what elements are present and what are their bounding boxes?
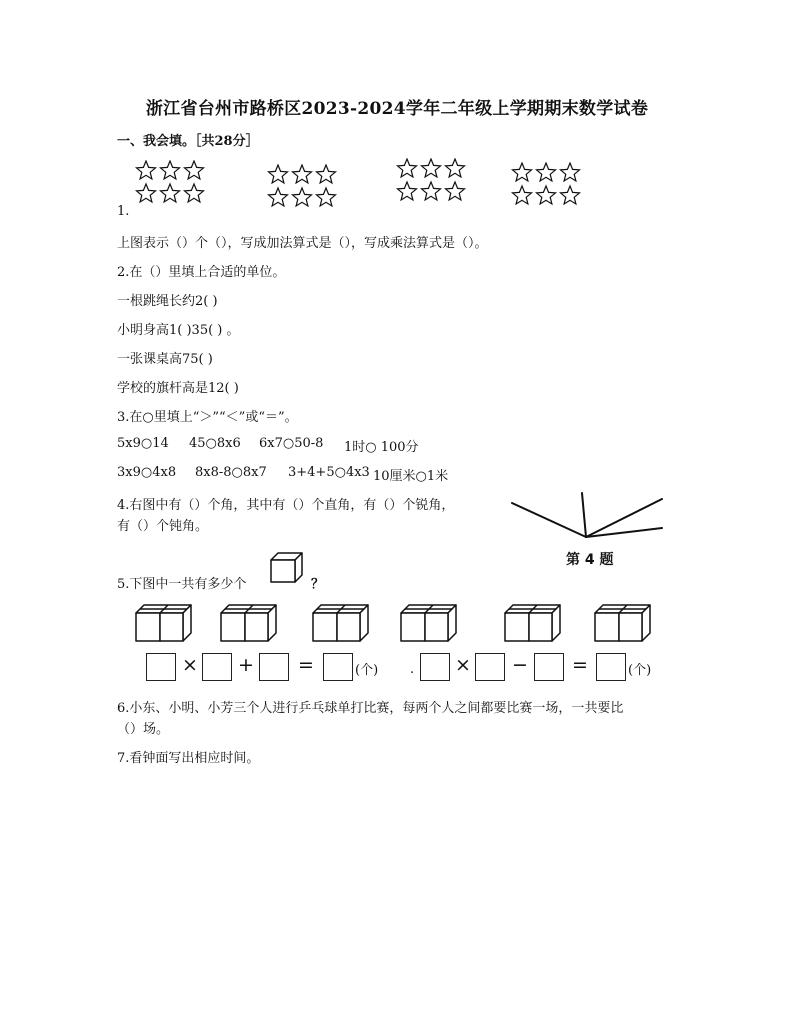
times-sign-left: ×: [182, 654, 198, 676]
q3-r1-item-2: 45○8x6: [189, 436, 241, 451]
q6-line-2: （）场。: [117, 722, 170, 737]
cube-group-2: [220, 603, 278, 643]
equals-sign-right: =: [572, 654, 588, 676]
q3-r2-item-4: 10厘米○1米: [373, 469, 449, 484]
star-group-2: [266, 164, 342, 212]
answer-box-3[interactable]: [259, 653, 289, 681]
answer-box-6[interactable]: [475, 653, 505, 681]
q4-line-2: 有（）个钝角。: [117, 519, 209, 534]
answer-box-1[interactable]: [146, 653, 176, 681]
q5-text: [117, 573, 246, 592]
star-group-4: [510, 162, 586, 210]
star-group-3: [395, 158, 471, 206]
q1-text: 上图表示（）个（），写成加法算式是（），写成乘法算式是（）。: [117, 236, 488, 251]
q3-intro: 3.在○里填上“＞”“＜”或“＝”。: [117, 410, 298, 425]
q2-item-1: 一根跳绳长约2( ): [117, 294, 218, 309]
cube-group-5: [504, 603, 562, 643]
answer-box-7[interactable]: [534, 653, 564, 681]
cube-group-1: [135, 603, 193, 643]
cube-icon: [269, 551, 305, 583]
q4-figure-label: 第 4 题: [566, 552, 614, 568]
answer-box-8[interactable]: [596, 653, 626, 681]
q3-r2-item-1: 3x9○4x8: [117, 465, 177, 480]
equals-sign-left: =: [298, 654, 314, 676]
q2-item-2: 小明身高1( )35( ) 。: [117, 323, 240, 338]
minus-sign: −: [512, 654, 528, 676]
plus-sign: +: [238, 654, 254, 676]
answer-box-4[interactable]: [323, 653, 353, 681]
q3-r2-item-3: 3+4+5○4x3: [288, 465, 370, 480]
q6-line-1: 6.小东、小明、小芳三个人进行乒乓球单打比赛，每两个人之间都要比赛一场，一共要比: [117, 701, 624, 716]
star-group-1: [134, 160, 210, 208]
q5-text-before: 5.下图中一共有多少个: [117, 577, 247, 592]
q7-text: 7.看钟面写出相应时间。: [117, 751, 260, 766]
page-title: 浙江省台州市路桥区2023-2024学年二年级上学期期末数学试卷: [145, 99, 649, 119]
q3-r2-item-2: 8x8-8○8x7: [195, 465, 267, 480]
separator-dot: .: [410, 662, 415, 677]
answer-box-2[interactable]: [202, 653, 232, 681]
cube-group-6: [594, 603, 652, 643]
q4-line-1: 4.右图中有（）个角，其中有（）个直角，有（）个锐角，: [117, 498, 455, 513]
q1-number: 1.: [117, 204, 130, 219]
times-sign-right: ×: [455, 654, 471, 676]
q2-intro: 2.在（）里填上合适的单位。: [117, 265, 286, 280]
q2-item-4: 学校的旗杆高是12( ): [117, 381, 239, 396]
q3-r1-item-4: 1时○ 100分: [344, 440, 419, 455]
section-heading: 一、我会填。［共28分］: [117, 134, 259, 149]
cube-group-3: [312, 603, 370, 643]
q3-r1-item-3: 6x7○50-8: [259, 436, 324, 451]
unit-label-left: (个): [355, 663, 379, 678]
q5-text-after: ？: [311, 577, 325, 592]
unit-label-right: (个): [628, 663, 652, 678]
angle-figure: [508, 490, 668, 546]
q2-item-3: 一张课桌高75( ): [117, 352, 213, 367]
answer-box-5[interactable]: [420, 653, 450, 681]
q3-r1-item-1: 5x9○14: [117, 436, 169, 451]
cube-group-4: [400, 603, 458, 643]
